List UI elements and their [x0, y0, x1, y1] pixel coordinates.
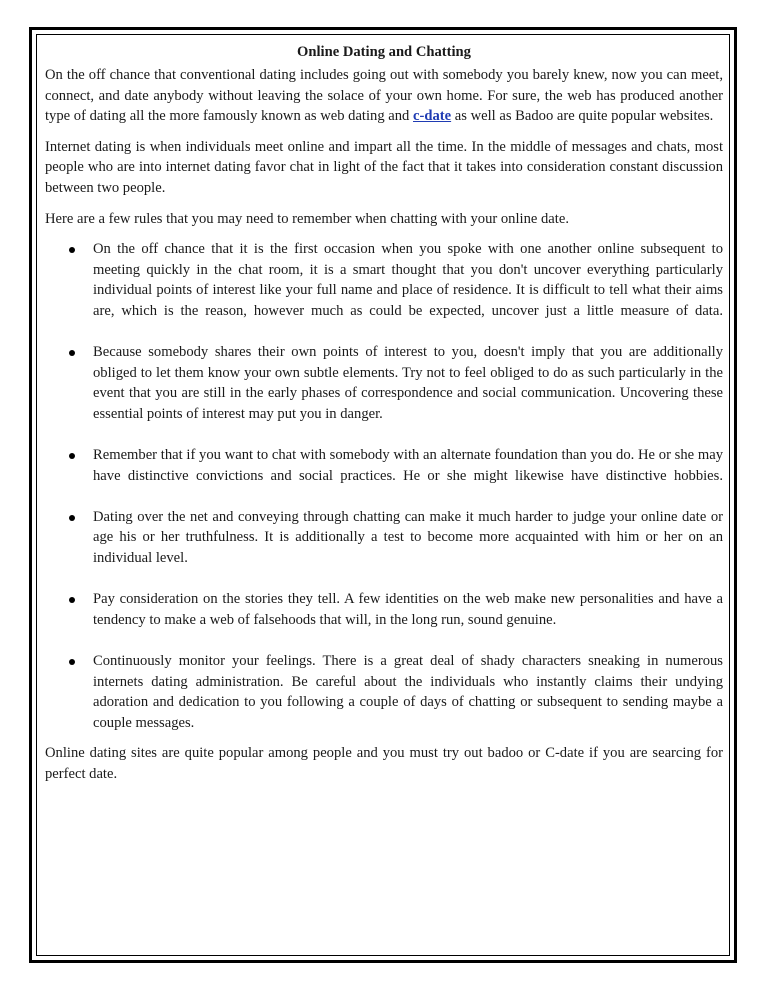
list-item-text: Remember that if you want to chat with somebody with an alternate foundation than you do. He or she may have distinctive convictions and social practices. He or she might likewise have distinctive hobbies. — [93, 447, 723, 484]
rules-list — [45, 239, 723, 733]
bullet-icon — [69, 597, 75, 603]
document-body — [45, 42, 723, 795]
list-item — [45, 445, 723, 486]
list-item — [45, 342, 723, 424]
list-item — [45, 651, 723, 733]
bullet-icon — [69, 453, 75, 459]
list-item — [45, 589, 723, 630]
bullet-icon — [69, 350, 75, 356]
list-item-text: Dating over the net and conveying through chatting can make it much harder to judge your online date or age his or her truthfulness. It is additionally a test to become more acquainted with him or her on an individual level. — [93, 508, 723, 567]
list-item-text: Because somebody shares their own points of interest to you, doesn't imply that you are additionally obliged to let them know your own subtle elements. Try not to feel obliged to do as such particularly in the event that you are still in the early phases of correspondence and social communication. Uncovering these essential points of interest may put you in danger. — [93, 344, 723, 422]
intro-text-start: On the off chance that conventional dating includes going out with somebody you barely knew, now you can meet, connect, and date anybody without leaving the solace of your own home. For sure, the web has produced another type of dating all the more famously known as web dating and — [45, 67, 723, 125]
list-item — [45, 507, 723, 569]
list-item-text: On the off chance that it is the first occasion when you spoke with one another online subsequent to meeting quickly in the chat room, it is a smart thought that you don't uncover everything particularly individual points of interest like your full name and place of residence. It is difficult to tell what their aims are, which is the reason, however much as could be expected, uncover just a little measure of data. — [93, 241, 723, 319]
intro-text-end: as well as Badoo are quite popular websites. — [451, 108, 714, 125]
bullet-icon — [69, 659, 75, 665]
internet-dating-paragraph: Internet dating is when individuals meet online and impart all the time. In the middle of messages and chats, most people who are into internet dating favor chat in light of the fact that it takes into consideration constant discussion between two people. — [45, 138, 723, 196]
bullet-icon — [69, 515, 75, 521]
document-title: Online Dating and Chatting — [297, 44, 471, 60]
closing-paragraph: Online dating sites are quite popular among people and you must try out badoo or C-date if you are searcing for perfect date. — [45, 745, 723, 782]
list-item-text: Continuously monitor your feelings. There is a great deal of shady characters sneaking in numerous internets dating administration. Be careful about the individuals who instantly claims their undying adoration and dedication to you following a couple of days of chatting or subsequent to sending maybe a couple messages. — [93, 653, 723, 731]
list-item-text: Pay consideration on the stories they tell. A few identities on the web make new personalities and have a tendency to make a web of falsehoods that will, in the long run, sound genuine. — [93, 591, 723, 628]
intro-paragraph — [45, 65, 723, 127]
c-date-link[interactable]: c-date — [413, 108, 452, 125]
list-item — [45, 239, 723, 321]
bullet-icon — [69, 247, 75, 253]
rules-intro-paragraph: Here are a few rules that you may need to remember when chatting with your online date. — [45, 210, 569, 227]
